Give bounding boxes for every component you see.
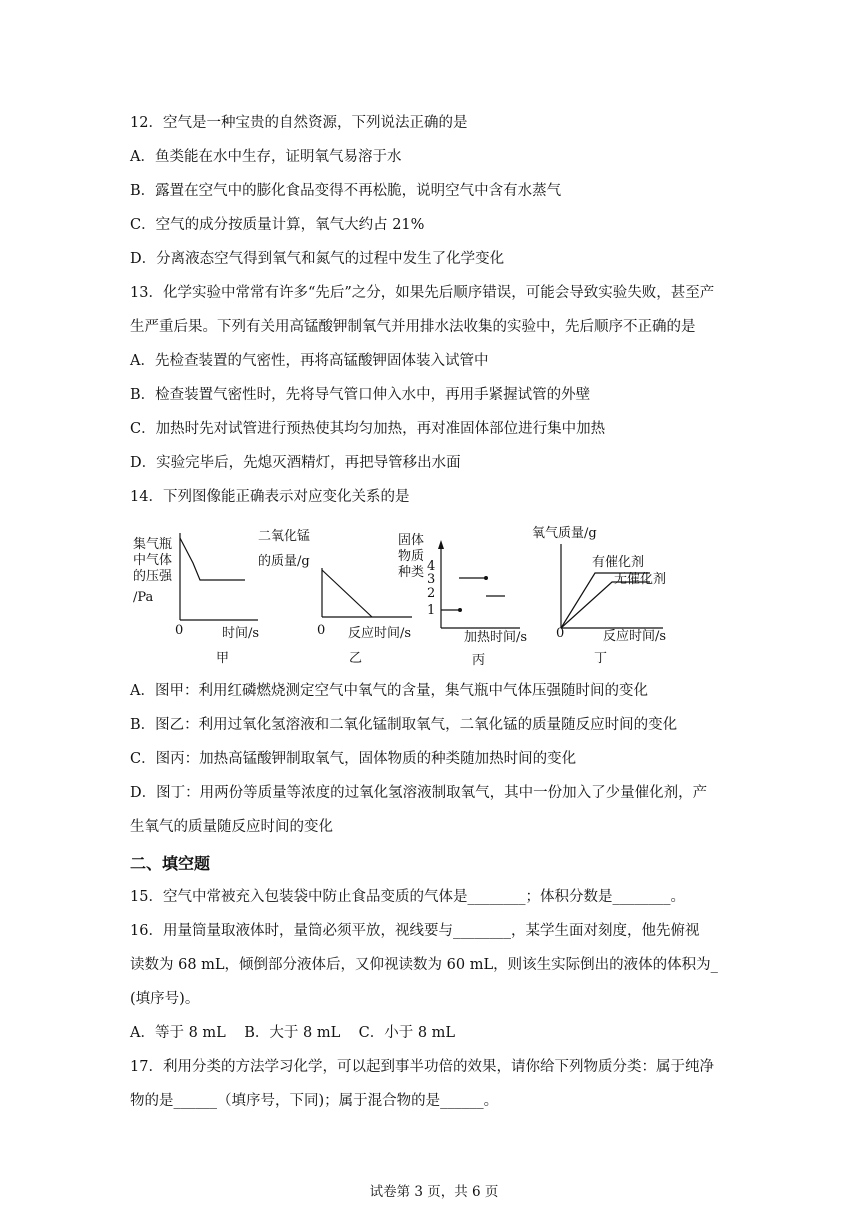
- q14-stem: 14．下列图像能正确表示对应变化关系的是: [130, 489, 410, 505]
- figure-yi: [258, 529, 412, 666]
- page-footer: 试卷第 3 页，共 6 页: [369, 1184, 499, 1200]
- q13-option-b: B．检查装置气密性时，先将导气管口伸入水中，再用手紧握试管的外壁: [130, 387, 591, 403]
- q17-line2: 物的是______（填序号，下同)；属于混合物的是______。: [130, 1093, 499, 1109]
- q17-line1: 17．利用分类的方法学习化学，可以起到事半功倍的效果，请你给下列物质分类：属于纯净: [130, 1059, 714, 1075]
- jia-ylabel-1: 集气瓶: [133, 537, 173, 552]
- jia-ylabel-2: 中气体: [133, 553, 173, 568]
- q12-option-c: C．空气的成分按质量计算，氧气大约占 21%: [130, 217, 425, 233]
- yi-caption: 乙: [349, 651, 363, 666]
- jia-ylabel-4: /Pa: [133, 590, 154, 605]
- q12-option-b: B．露置在空气中的膨化食品变得不再松脆，说明空气中含有水蒸气: [130, 183, 562, 199]
- ding-series-catalyst: 有催化剂: [592, 555, 645, 570]
- yi-ylabel-2: 的质量/g: [258, 554, 310, 569]
- ding-caption: 丁: [594, 651, 608, 666]
- figure-jia: [133, 533, 259, 666]
- section-title: 二、填空题: [130, 854, 211, 873]
- jia-origin: 0: [175, 623, 184, 638]
- bing-point-3: [484, 576, 488, 580]
- jia-caption: 甲: [216, 651, 230, 666]
- ding-line-no-catalyst: [561, 582, 650, 628]
- jia-xlabel: 时间/s: [222, 626, 260, 641]
- q16-options: A．等于 8 mL B．大于 8 mL C．小于 8 mL: [130, 1025, 456, 1041]
- ding-series-no-catalyst: 无催化剂: [614, 572, 667, 587]
- figure-ding: [532, 526, 666, 666]
- q14-option-d-line2: 生氧气的质量随反应时间的变化: [130, 819, 333, 835]
- q16-line2: 读数为 68 mL，倾倒部分液体后，又仰视读数为 60 mL，则该生实际倒出的液体的体积为_: [130, 957, 718, 973]
- ding-ylabel: 氧气质量/g: [532, 526, 597, 541]
- bing-tick-1: 1: [427, 603, 436, 618]
- ding-origin: 0: [556, 626, 565, 641]
- figure-bing: [398, 532, 527, 668]
- bing-ylabel-2: 物质: [398, 549, 425, 564]
- q12-option-a: A．鱼类能在水中生存，证明氧气易溶于水: [130, 149, 402, 165]
- q14-figures: [0, 510, 868, 680]
- jia-ylabel-3: 的压强: [133, 569, 173, 584]
- q13-stem-line1: 13．化学实验中常常有许多“先后”之分，如果先后顺序错误，可能会导致实验失败，甚至产: [130, 285, 715, 301]
- ding-xlabel: 反应时间/s: [603, 629, 667, 644]
- q12-stem: 12．空气是一种宝贵的自然资源，下列说法正确的是: [130, 115, 468, 131]
- yi-ylabel-1: 二氧化锰: [258, 529, 311, 544]
- bing-tick-4: 4: [427, 559, 436, 574]
- bing-tick-3: 3: [427, 572, 436, 587]
- bing-ylabel-3: 种类: [398, 565, 425, 580]
- q13-option-d: D．实验完毕后，先熄灭酒精灯，再把导管移出水面: [130, 455, 461, 471]
- yi-curve: [322, 570, 372, 617]
- bing-y-arrow: [438, 540, 444, 549]
- q13-option-a: A．先检查装置的气密性，再将高锰酸钾固体装入试管中: [130, 353, 489, 369]
- q16-line1: 16．用量筒量取液体时，量筒必须平放，视线要与________，某学生面对刻度，他先俯视: [130, 923, 700, 939]
- q13-stem-line2: 生严重后果。下列有关用高锰酸钾制氧气并用排水法收集的实验中，先后顺序不正确的是: [130, 319, 696, 335]
- q14-option-c: C．图丙：加热高锰酸钾制取氧气，固体物质的种类随加热时间的变化: [130, 751, 577, 767]
- bing-xlabel: 加热时间/s: [464, 630, 528, 645]
- q12-option-d: D．分离液态空气得到氧气和氮气的过程中发生了化学变化: [130, 251, 505, 267]
- q15: 15．空气中常被充入包装袋中防止食品变质的气体是________；体积分数是________。: [130, 889, 685, 905]
- yi-xlabel: 反应时间/s: [348, 626, 412, 641]
- q14-option-b: B．图乙：利用过氧化氢溶液和二氧化锰制取氧气，二氧化锰的质量随反应时间的变化: [130, 717, 678, 733]
- bing-ylabel-1: 固体: [398, 533, 425, 548]
- bing-tick-2: 2: [427, 586, 436, 601]
- bing-caption: 丙: [472, 653, 486, 668]
- q16-line3: (填序号)。: [130, 991, 200, 1007]
- q14-option-d-line1: D．图丁：用两份等质量等浓度的过氧化氢溶液制取氧气，其中一份加入了少量催化剂，产: [130, 785, 708, 801]
- q14-option-a: A．图甲：利用红磷燃烧测定空气中氧气的含量，集气瓶中气体压强随时间的变化: [130, 683, 648, 699]
- q13-option-c: C．加热时先对试管进行预热使其均匀加热，再对准固体部位进行集中加热: [130, 421, 606, 437]
- jia-curve: [180, 538, 245, 580]
- yi-origin: 0: [317, 623, 326, 638]
- bing-point-1: [458, 608, 462, 612]
